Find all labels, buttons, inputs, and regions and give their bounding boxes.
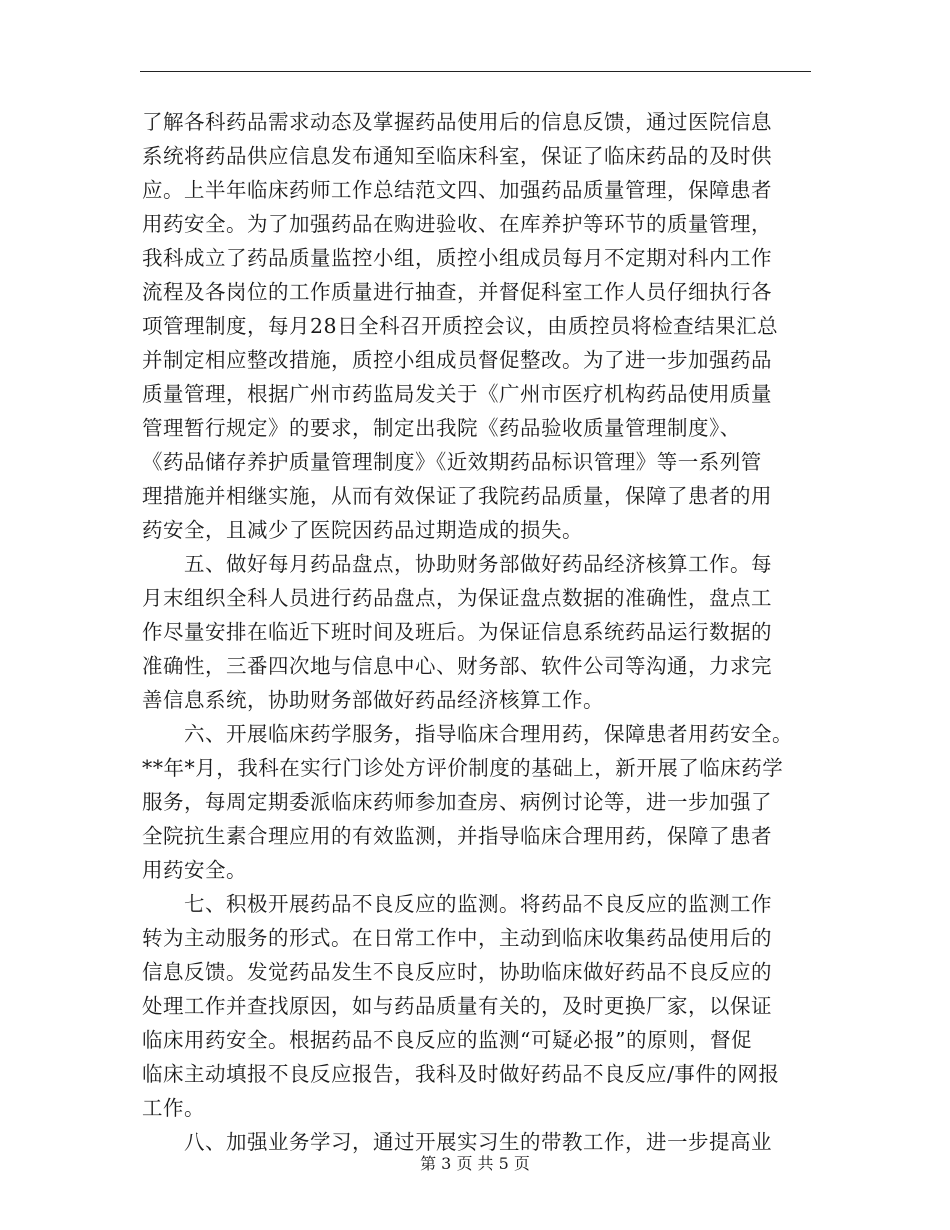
text-line: 八、加强业务学习，通过开展实习生的带教工作，进一步提高业 — [142, 1130, 772, 1154]
text-line: 《药品储存养护质量管理制度》《近效期药品标识管理》等一系列管 — [142, 450, 762, 474]
text-line: 工作。 — [142, 1096, 205, 1120]
page-number-footer: 第 3 页 共 5 页 — [420, 1154, 530, 1173]
text-line: 管理暂行规定》的要求，制定出我院《药品验收质量管理制度》、 — [142, 416, 741, 440]
text-line: 临床主动填报不良反应报告，我科及时做好药品不良反应/事件的网报 — [142, 1062, 780, 1086]
text-line: 药安全，且减少了医院因药品过期造成的损失。 — [142, 518, 583, 542]
text-line: 转为主动服务的形式。在日常工作中，主动到临床收集药品使用后的 — [142, 926, 772, 950]
text-line: 用药安全。为了加强药品在购进验收、在库养护等环节的质量管理， — [142, 212, 772, 236]
text-line: 项管理制度，每月28日全科召开质控会议，由质控员将检查结果汇总 — [142, 314, 779, 338]
text-line: 应。上半年临床药师工作总结范文四、加强药品质量管理，保障患者 — [142, 178, 772, 202]
header-rule — [140, 71, 811, 72]
text-line: 并制定相应整改措施，质控小组成员督促整改。为了进一步加强药品 — [142, 348, 772, 372]
text-line: 流程及各岗位的工作质量进行抽查，并督促科室工作人员仔细执行各 — [142, 280, 772, 304]
text-line: 信息反馈。发觉药品发生不良反应时，协助临床做好药品不良反应的 — [142, 960, 772, 984]
text-line: 五、做好每月药品盘点，协助财务部做好药品经济核算工作。每 — [142, 552, 772, 576]
text-line: 六、开展临床药学服务，指导临床合理用药，保障患者用药安全。 — [142, 722, 793, 746]
text-line: 系统将药品供应信息发布通知至临床科室，保证了临床药品的及时供 — [142, 144, 772, 168]
text-line: 用药安全。 — [142, 858, 247, 882]
body-text — [142, 105, 806, 1159]
text-line: 服务，每周定期委派临床药师参加查房、病例讨论等，进一步加强了 — [142, 790, 772, 814]
text-line: 处理工作并查找原因，如与药品质量有关的，及时更换厂家，以保证 — [142, 994, 772, 1018]
text-line: 我科成立了药品质量监控小组，质控小组成员每月不定期对科内工作 — [142, 246, 772, 270]
text-line: 准确性，三番四次地与信息中心、财务部、软件公司等沟通，力求完 — [142, 654, 772, 678]
text-line: 全院抗生素合理应用的有效监测，并指导临床合理用药，保障了患者 — [142, 824, 772, 848]
text-line: 了解各科药品需求动态及掌握药品使用后的信息反馈，通过医院信息 — [142, 110, 772, 134]
text-line: 作尽量安排在临近下班时间及班后。为保证信息系统药品运行数据的 — [142, 620, 772, 644]
text-line: 临床用药安全。根据药品不良反应的监测“可疑必报”的原则，督促 — [142, 1028, 752, 1052]
text-line: **年*月，我科在实行门诊处方评价制度的基础上，新开展了临床药学 — [142, 756, 784, 780]
text-line: 善信息系统，协助财务部做好药品经济核算工作。 — [142, 688, 604, 712]
text-line: 质量管理，根据广州市药监局发关于《广州市医疗机构药品使用质量 — [142, 382, 772, 406]
text-line: 月末组织全科人员进行药品盘点，为保证盘点数据的准确性，盘点工 — [142, 586, 772, 610]
text-line: 七、积极开展药品不良反应的监测。将药品不良反应的监测工作 — [142, 892, 772, 916]
text-line: 理措施并相继实施，从而有效保证了我院药品质量，保障了患者的用 — [142, 484, 772, 508]
